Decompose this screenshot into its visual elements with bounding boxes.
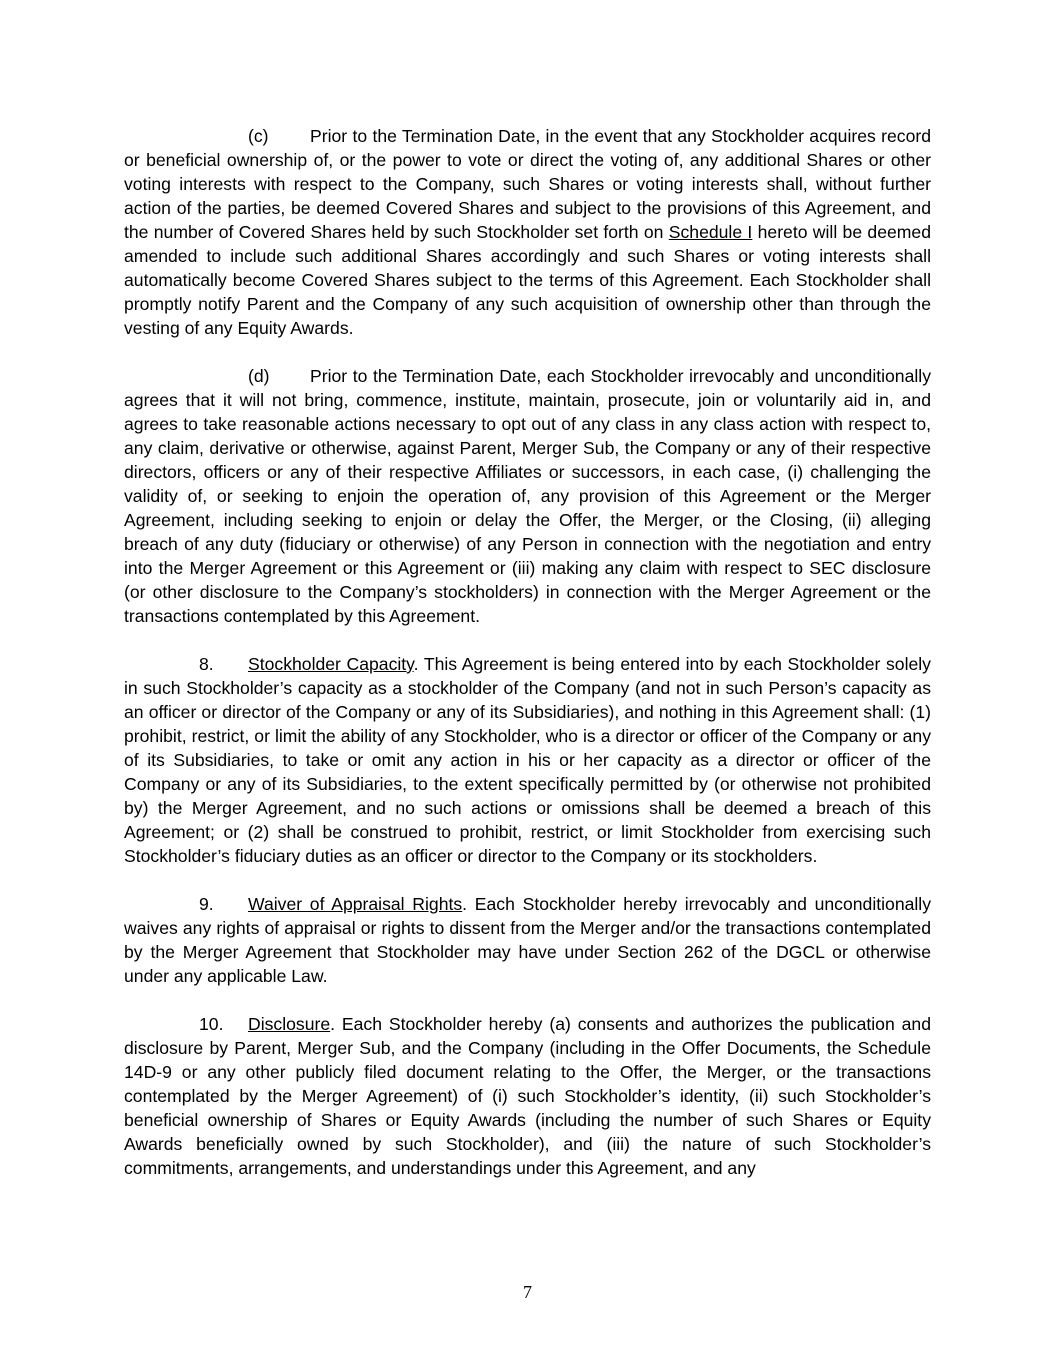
paragraph-c-text-1: Prior to the Termination Date, in the event that any Stockholder acquires record or beneficial ownership of, or the power to vote or direct the voting of, any additional Shares or other voting interests with respect to the Company, such Shares or voting interests shall, without further action of the parties, be deemed Covered Shares and subject to the provisions of this Agreement, and the number of Covered Shares held by such Stockholder set forth on: [124, 126, 931, 242]
page-number: 7: [523, 1282, 532, 1302]
paragraph-c: [124, 124, 931, 340]
section-9-text: . Each Stockholder hereby irrevocably and unconditionally waives any rights of appraisal or rights to dissent from the Merger and/or the transactions contemplated by the Merger Agreement that Stockholder may have under Section 262 of the DGCL or otherwise under any applicable Law.: [124, 894, 931, 986]
paragraph-c-label: (c): [248, 126, 269, 146]
section-8: [124, 652, 931, 868]
paragraph-d-text: Prior to the Termination Date, each Stockholder irrevocably and unconditionally agrees that it will not bring, commence, institute, maintain, prosecute, join or voluntarily aid in, and agrees to take reasonable actions necessary to opt out of any class in any class action with respect to, any claim, derivative or otherwise, against Parent, Merger Sub, the Company or any of their respective directors, officers or any of their respective Affiliates or successors, in each case, (i) challenging the validity of, or seeking to enjoin the operation of, any provision of this Agreement or the Merger Agreement, including seeking to enjoin or delay the Offer, the Merger, or the Closing, (ii) alleging breach of any duty (fiduciary or otherwise) of any Person in connection with the negotiation and entry into the Merger Agreement or this Agreement or (iii) making any claim with respect to SEC disclosure (or other disclosure to the Company’s stockholders) in connection with the Merger Agreement or the transactions contemplated by this Agreement.: [124, 366, 931, 626]
section-8-text: . This Agreement is being entered into by each Stockholder solely in such Stockholder’s capacity as a stockholder of the Company (and not in such Person’s capacity as an officer or director of the Company or any of its Subsidiaries), and nothing in this Agreement shall: (1) prohibit, restrict, or limit the ability of any Stockholder, who is a director or officer of the Company or any of its Subsidiaries, to take or omit any action in his or her capacity as a director or officer of the Company or any of its Subsidiaries, to the extent specifically permitted by (or otherwise not prohibited by) the Merger Agreement, and no such actions or omissions shall be deemed a breach of this Agreement; or (2) shall be construed to prohibit, restrict, or limit Stockholder from exercising such Stockholder’s fiduciary duties as an officer or director to the Company or its stockholders.: [124, 654, 931, 866]
paragraph-d-label: (d): [248, 366, 270, 386]
section-10-number: 10.: [199, 1014, 224, 1034]
section-8-number: 8.: [199, 654, 214, 674]
section-10: [124, 1012, 931, 1180]
section-10-heading: Disclosure: [248, 1014, 331, 1034]
section-10-text: . Each Stockholder hereby (a) consents and authorizes the publication and disclosure by Parent, Merger Sub, and the Company (including in the Offer Documents, the Schedule 14D-9 or any other publicly filed document relating to the Offer, the Merger, or the transactions contemplated by the Merger Agreement) of (i) such Stockholder’s identity, (ii) such Stockholder’s beneficial ownership of Shares or Equity Awards (including the number of such Shares or Equity Awards beneficially owned by such Stockholder), and (iii) the nature of such Stockholder’s commitments, arrangements, and understandings under this Agreement, and any: [124, 1014, 931, 1178]
paragraph-d: [124, 364, 931, 628]
section-8-heading: Stockholder Capacity: [248, 654, 414, 674]
document-page: [124, 124, 931, 1204]
section-9: [124, 892, 931, 988]
section-9-number: 9.: [199, 894, 214, 914]
schedule-reference: Schedule I: [668, 222, 753, 242]
section-9-heading: Waiver of Appraisal Rights: [248, 894, 463, 914]
paragraph-c-text-2: hereto will be deemed amended to include such additional Shares accordingly and such Shares or voting interests shall automatically become Covered Shares subject to the terms of this Agreement. Each Stockholder shall promptly notify Parent and the Company of any such acquisition of ownership other than through the vesting of any Equity Awards.: [124, 222, 931, 338]
